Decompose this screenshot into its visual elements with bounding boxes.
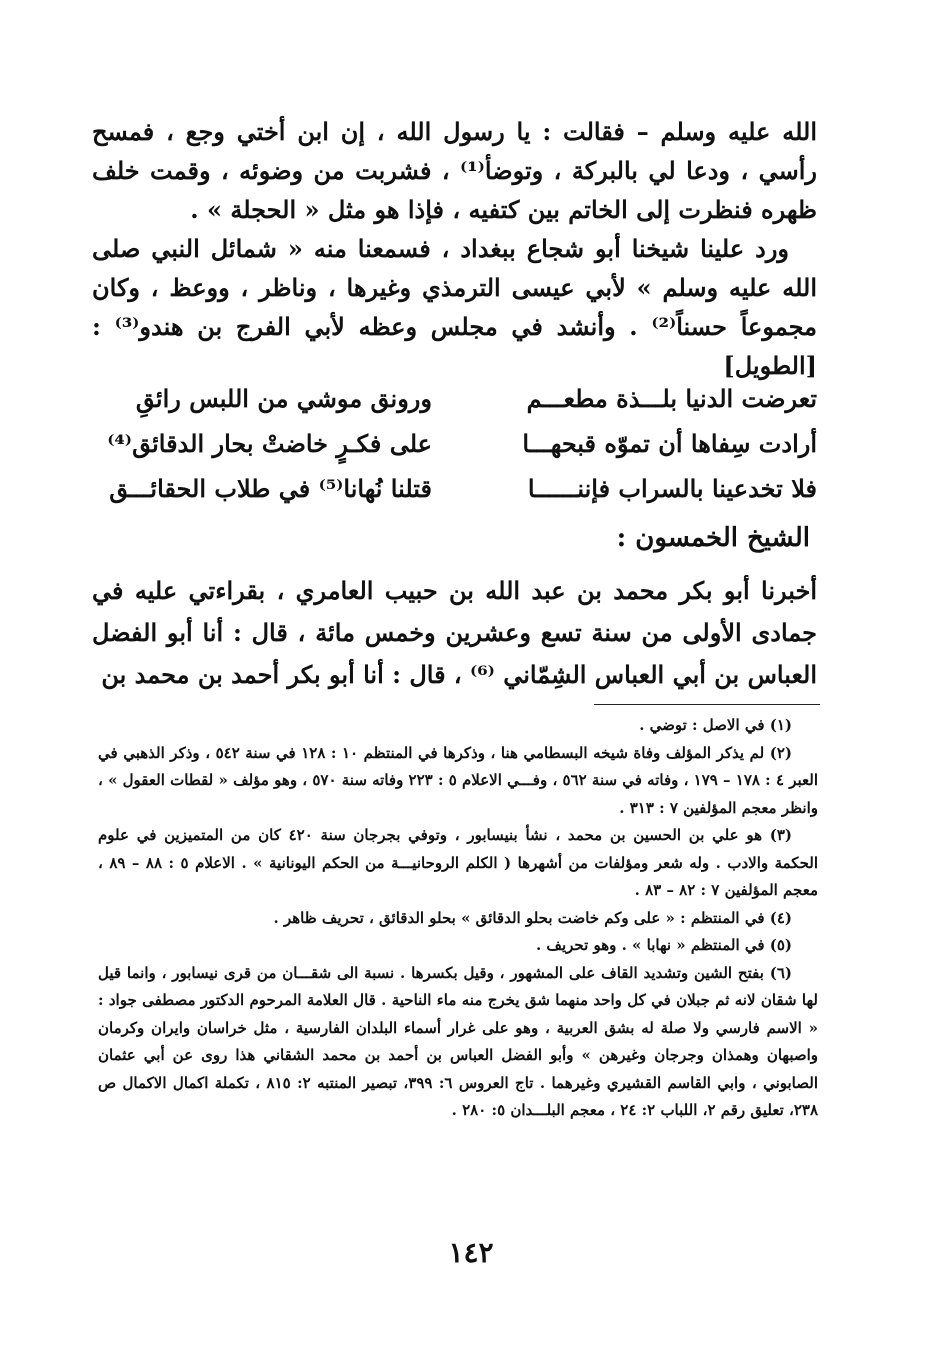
poem-verse-2	[92, 421, 817, 466]
section-heading: الشيخ الخمسون :	[616, 523, 810, 553]
verse-3-second-hemistich: قتلنا نُهانا⁽⁵⁾ في طلاب الحقائـــق	[109, 474, 432, 503]
poem-verse-1	[92, 376, 817, 421]
page-number: ١٤٢	[448, 1236, 494, 1269]
verse-2-second-hemistich: على فكـرٍ خاضتْ بحار الدقائق⁽⁴⁾	[107, 429, 432, 458]
footnote-6: (٦) بفتح الشين وتشديد القاف على المشهور ، وقيل بكسرها . نسبة الى شقـــان من قرى نيسابور ، وانما قيل لها شقان لانه ثم جبلان في كل واحد منهما شق يخرج منه ماء الناحية . قال العلامة المرحوم الدكتور مصطفى جواد : « الاسم فارسي ولا صلة له بشق العربية ، وهو على غرار أسماء البلدان الفارسية ، مثل خراسان وايران وكرمان واصبهان وهمذان وجرجان وغيرهن » وأبو الفضل العباس بن أحمد بن محمد الشقاني هذا روى عن أبي عثمان الصابوني ، وابي القاسم القشيري وغيرهما . تاج العروس ٦: ٣٩٩، تبصير المنتبه ٢: ٨١٥ ، تكملة اكمال الاكمال ص ٢٣٨، تعليق رقم ٢، اللباب ٢: ٢٤ ، معجم البلـــدان ٥: ٢٨٠ .	[98, 963, 818, 1119]
verse-2-first-hemistich: أرادت سِفاها أن تموّه قبحهـــا	[522, 429, 817, 458]
verse-3-first-hemistich: فلا تخدعينا بالسراب فإننــــــا	[527, 474, 817, 503]
main-paragraph-1: الله عليه وسلم – فقالت : يا رسول الله ، إن ابن أختي وجع ، فمسح رأسي ، ودعا لي بالبركة ، وتوضأ⁽¹⁾ ، فشربت من وضوئه ، وقمت خلف ظهره فنظرت إلى الخاتم بين كتفيه ، فإذا هو مثل « الحجلة » .	[92, 117, 818, 224]
footnote-divider	[594, 704, 820, 705]
footnotes	[98, 712, 818, 1125]
footnote-4: (٤) في المنتظم : « على وكم خاضت بحلو الدقائق » بحلو الدقائق ، تحريف ظاهر .	[273, 908, 792, 927]
poem	[92, 376, 817, 511]
poem-verse-3	[92, 466, 817, 511]
footnote-2: (٢) لم يذكر المؤلف وفاة شيخه البسطامي هنا ، وذكرها في المنتظم ١٠ : ١٢٨ في سنة ٥٤٢ ، وذكر الذهبي في العبر ٤ : ١٧٨ – ١٧٩ ، وفاته في سنة ٥٦٢ ، وفـــي الاعلام ٥ : ٢٢٣ وفاته سنة ٥٧٠ ، وهو مؤلف « لقطات العقول » ، وانظر معجم المؤلفين ٧ : ٣١٣ .	[98, 743, 818, 817]
section-paragraph: أخبرنا أبو بكر محمد بن عبد الله بن حبيب العامري ، بقراءتي عليه في جمادى الأولى من سنة تسع وعشرين وخمس مائة ، قال : أنا أبو الفضل العباس بن أبي العباس الشِمّاني ⁽⁶⁾ ، قال : أنا أبو بكر أحمد بن محمد بن	[92, 576, 817, 689]
main-paragraph-2: ورد علينا شيخنا أبو شجاع ببغداد ، فسمعنا منه « شمائل النبي صلى الله عليه وسلم » لأبي عيسى الترمذي وغيرها ، وناظر ، ووعظ ، وكان مجموعاً حسناً⁽²⁾ . وأنشد في مجلس وعظه لأبي الفرج بن هندو⁽³⁾ : [الطويل]	[92, 234, 817, 380]
verse-1-second-hemistich: ورونق موشي من اللبس رائقِ	[135, 384, 432, 413]
footnote-1: (١) في الاصل : توضي .	[639, 716, 792, 734]
footnote-5: (٥) في المنتظم « نهابا » . وهو تحريف .	[535, 936, 792, 954]
section-text-block	[92, 570, 817, 696]
verse-1-first-hemistich: تعرضت الدنيا بلـــذة مطعـــم	[526, 384, 817, 413]
footnote-3: (٣) هو علي بن الحسين بن محمد ، نشأ بنيسابور ، وتوفي بجرجان سنة ٤٢٠ كان من المتميزين في علوم الحكمة والادب . وله شعر ومؤلفات من أشهرها ( الكلم الروحانيـــة من الحكم اليونانية » . الاعلام ٥ : ٨٨ – ٨٩ ، معجم المؤلفين ٧ : ٨٢ – ٨٣ .	[98, 826, 818, 899]
main-text-block	[92, 112, 817, 385]
